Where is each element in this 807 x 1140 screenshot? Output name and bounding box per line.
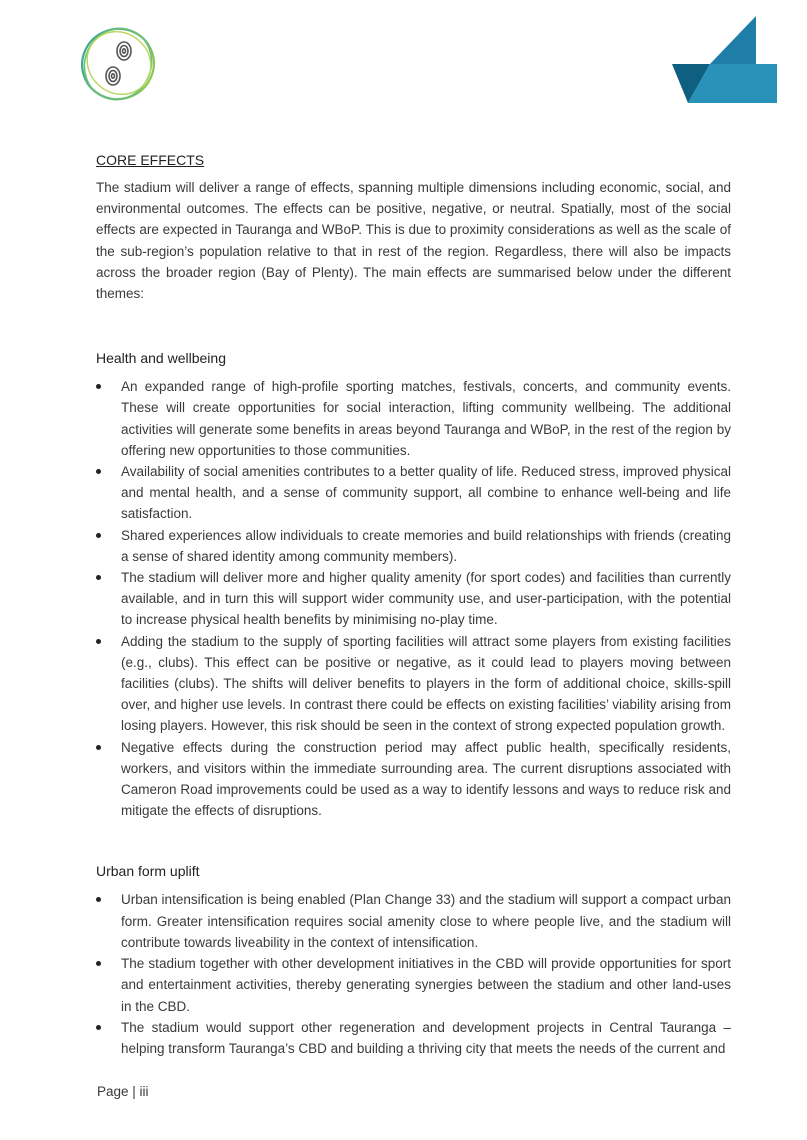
list-item: The stadium together with other development initiatives in the CBD will provide opportunities for sport and entertainment activities, thereby generating synergies between the stadium and other land-uses in the CBD.: [96, 953, 731, 1017]
list-item: Urban intensification is being enabled (Plan Change 33) and the stadium will support a compact urban form. Greater intensification requires social amenity close to where people live, and the stadium will contribute towards liveability in the context of intensification.: [96, 889, 731, 953]
core-effects-paragraph: The stadium will deliver a range of effects, spanning multiple dimensions including economic, social, and environmental outcomes. The effects can be positive, negative, or neutral. Spatially, most of the social effects are expected in Tauranga and WBoP. This is due to proximity considerations as well as the scale of the sub-region’s population relative to that in rest of the region. Regardless, there will also be impacts across the broader region (Bay of Plenty). The main effects are summarised below under the different themes:: [96, 180, 731, 302]
list-item: Availability of social amenities contributes to a better quality of life. Reduced stress, improved physical and mental health, and a sense of community support, all combine to enhance well-being and life satisfaction.: [96, 461, 731, 525]
page-number: Page | iii: [97, 1084, 149, 1099]
list-item: Adding the stadium to the supply of sporting facilities will attract some players from existing facilities (e.g., clubs). This effect can be positive or negative, as it could lead to players moving between facilities (clubs). The shifts will deliver benefits to players in the form of additional choice, skills-spill over, and higher use levels. In contrast there could be effects on existing facilities’ viability arising from losing players. However, this risk should be seen in the context of strong expected population growth.: [96, 631, 731, 737]
right-logo: [672, 16, 777, 103]
urban-form-heading: Urban form uplift: [96, 863, 200, 880]
health-wellbeing-heading: Health and wellbeing: [96, 350, 226, 367]
list-item: Shared experiences allow individuals to create memories and build relationships with friends (creating a sense of shared identity among community members).: [96, 525, 731, 567]
core-effects-heading: CORE EFFECTS: [96, 152, 205, 168]
urban-bullet-list: [96, 889, 731, 1059]
bullet-icon: [96, 384, 101, 389]
footprints-rings-icon: [78, 24, 158, 104]
bullet-icon: [96, 897, 101, 902]
bullet-icon: [96, 961, 101, 966]
list-item: An expanded range of high-profile sporting matches, festivals, concerts, and community events. These will create opportunities for social interaction, lifting community wellbeing. The additional activities will generate some benefits in areas beyond Tauranga and WBoP, in the rest of the region by offering new opportunities to those communities.: [96, 376, 731, 461]
bullet-icon: [96, 575, 101, 580]
bullet-icon: [96, 1025, 101, 1030]
bullet-icon: [96, 745, 101, 750]
page-body: [96, 150, 731, 1059]
list-item: Negative effects during the construction period may affect public health, specifically residents, workers, and visitors within the immediate surrounding area. The current disruptions associated with Cameron Road improvements could be used as a way to identify lessons and ways to reduce risk and mitigate the effects of disruptions.: [96, 737, 731, 822]
bullet-icon: [96, 533, 101, 538]
list-item: The stadium will deliver more and higher quality amenity (for sport codes) and facilities than currently available, and in turn this will support wider community use, and user-participation, with the potential to increase physical health benefits by minimising no-play time.: [96, 567, 731, 631]
angular-z-logo-icon: [672, 16, 777, 103]
health-bullet-list: [96, 376, 731, 821]
bullet-icon: [96, 639, 101, 644]
left-logo: [78, 24, 158, 104]
list-item: The stadium would support other regeneration and development projects in Central Tauranga – helping transform Tauranga’s CBD and building a thriving city that meets the needs of the current and: [96, 1017, 731, 1059]
bullet-icon: [96, 469, 101, 474]
